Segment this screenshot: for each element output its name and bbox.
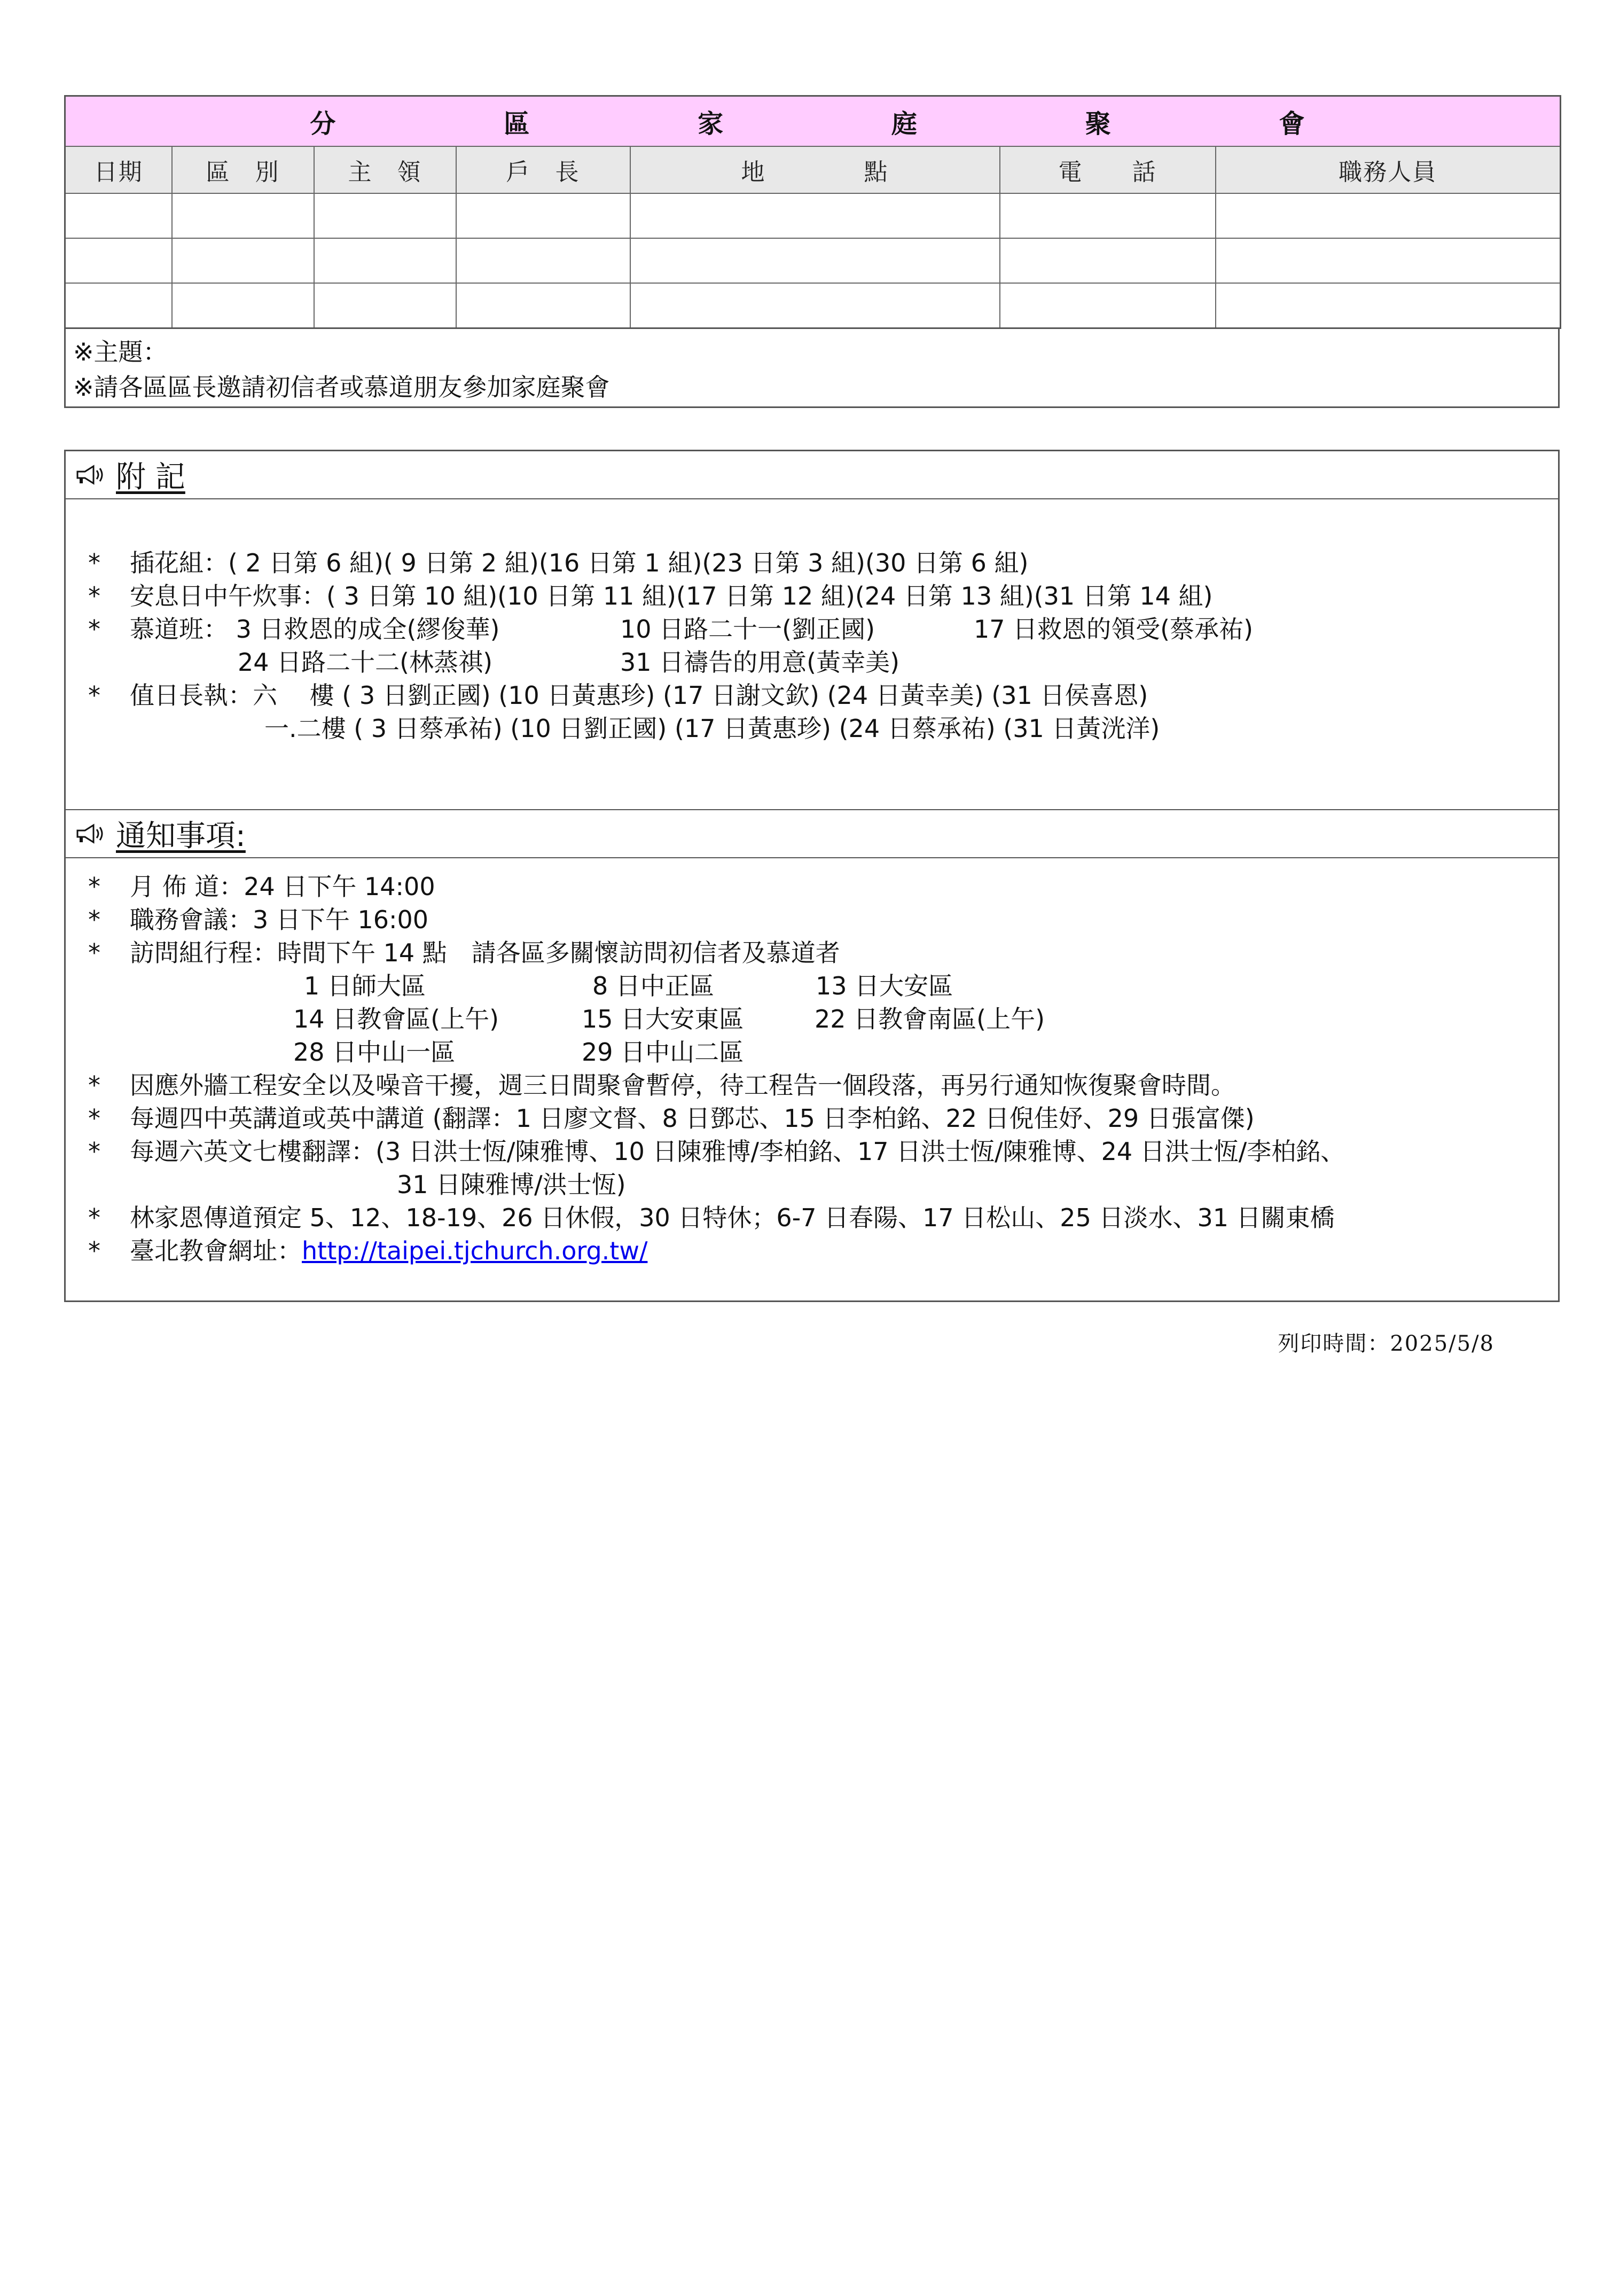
bullet: *	[88, 681, 100, 710]
bullet: *	[88, 1071, 100, 1100]
bullet: *	[88, 1137, 100, 1166]
list-item	[66, 1036, 1558, 1069]
notice-body	[66, 858, 1558, 1300]
bullet: *	[88, 1203, 100, 1232]
column-header-district: 區 別	[172, 146, 314, 193]
visit-item: 13 日大安區	[816, 971, 953, 1000]
title-char: 庭	[891, 108, 917, 139]
visit-item: 29 日中山二區	[582, 1038, 744, 1067]
saturday-translation-text: 31 日陳雅博/洪士恆)	[397, 1170, 626, 1199]
list-item	[66, 870, 1558, 903]
print-time: 列印時間：2025/5/8	[1278, 1331, 1494, 1356]
list-item	[66, 1102, 1558, 1135]
table-cell	[1000, 193, 1216, 238]
table-note	[64, 329, 1560, 408]
title-char: 會	[1279, 108, 1305, 139]
saturday-translation-text: 每週六英文七樓翻譯：(3 日洪士恆/陳雅博、10 日陳雅博/李柏銘、17 日洪士恆/陳雅博、24 日洪士恆/李柏銘、	[130, 1137, 1345, 1166]
table-cell	[456, 193, 630, 238]
bullet: *	[88, 548, 100, 577]
visit-item: 28 日中山一區	[293, 1038, 456, 1067]
table-cell	[1216, 238, 1561, 283]
table-cell	[314, 283, 456, 328]
annex-body	[66, 499, 1558, 809]
visit-item: 15 日大安東區	[582, 1005, 744, 1033]
annex-box	[64, 450, 1560, 1302]
table-cell	[1000, 238, 1216, 283]
table-cell	[630, 283, 1000, 328]
thursday-translation-text: 每週四中英講道或英中講道 (翻譯：1 日廖文督、8 日鄧芯、15 日李柏銘、22 日倪佳妤、29 日張富傑)	[130, 1104, 1255, 1133]
table-row	[65, 283, 1561, 328]
visit-item: 1 日師大區	[304, 971, 426, 1000]
column-header-host: 戶 長	[456, 146, 630, 193]
website-link[interactable]: http://taipei.tjchurch.org.tw/	[302, 1236, 648, 1265]
visit-item: 8 日中正區	[592, 971, 714, 1000]
table-cell	[314, 193, 456, 238]
annex-title: 附 記	[116, 460, 185, 495]
table-cell	[65, 193, 172, 238]
table-cell	[1216, 283, 1561, 328]
seeker-class-text: 慕道班： 3 日救恩的成全(繆俊華)	[130, 615, 500, 644]
bulletin-page	[64, 95, 1560, 1302]
table-title	[65, 96, 1561, 147]
duty-elder-text: 值日長執：六 樓 ( 3 日劉正國) (10 日黃惠珍) (17 日謝文欽) (24 日黃幸美) (31 日侯喜恩)	[130, 681, 1148, 710]
column-header-date: 日期	[65, 146, 172, 193]
table-row	[65, 193, 1561, 238]
column-header-phone: 電 話	[1000, 146, 1216, 193]
seeker-class-item: 17 日救恩的領受(蔡承祐)	[974, 615, 1254, 644]
notice-title: 通知事項:	[116, 819, 246, 853]
table-cell	[630, 193, 1000, 238]
bullet: *	[88, 905, 100, 934]
list-item	[66, 546, 1558, 579]
annex-header	[66, 451, 1558, 499]
table-cell	[65, 283, 172, 328]
visit-item: 14 日教會區(上午)	[293, 1005, 499, 1033]
notice-header	[66, 809, 1558, 858]
table-cell	[1000, 283, 1216, 328]
table-cell	[172, 283, 314, 328]
table-row	[65, 238, 1561, 283]
sabbath-cooking-text: 安息日中午炊事：( 3 日第 10 組)(10 日第 11 組)(17 日第 12 組)(24 日第 13 組)(31 日第 14 組)	[130, 582, 1213, 610]
megaphone-icon	[75, 464, 108, 485]
list-item	[66, 646, 1558, 679]
website-label: 臺北教會網址：	[130, 1236, 302, 1265]
table-cell	[314, 238, 456, 283]
list-item	[66, 1135, 1558, 1168]
family-meeting-table	[64, 95, 1561, 329]
table-cell	[630, 238, 1000, 283]
list-item	[66, 1002, 1558, 1036]
list-item	[66, 613, 1558, 646]
title-char: 分	[310, 108, 336, 139]
bullet: *	[88, 582, 100, 610]
table-cell	[172, 193, 314, 238]
bullet: *	[88, 1236, 100, 1265]
bullet: *	[88, 938, 100, 967]
list-item	[66, 679, 1558, 712]
megaphone-icon	[75, 823, 108, 844]
bullet: *	[88, 615, 100, 644]
seeker-class-item: 10 日路二十一(劉正國)	[620, 615, 875, 644]
table-cell	[172, 238, 314, 283]
list-item	[66, 1168, 1558, 1201]
table-cell	[65, 238, 172, 283]
list-item	[66, 1201, 1558, 1234]
table-cell	[456, 238, 630, 283]
list-item	[66, 936, 1558, 969]
title-char: 家	[698, 108, 724, 139]
seeker-class-item: 31 日禱告的用意(黃幸美)	[620, 648, 900, 677]
construction-notice-text: 因應外牆工程安全以及噪音干擾，週三日間聚會暫停，待工程告一個段落，再另行通知恢復聚會時間。	[130, 1071, 1235, 1100]
table-cell	[1216, 193, 1561, 238]
list-item	[66, 903, 1558, 936]
website-line	[130, 1234, 647, 1267]
monthly-evangelism-text: 月 佈 道：24 日下午 14:00	[130, 872, 435, 901]
column-header-leader: 主 領	[314, 146, 456, 193]
column-header-staff: 職務人員	[1216, 146, 1561, 193]
list-item	[66, 579, 1558, 613]
title-char: 區	[504, 108, 530, 139]
visit-item: 22 日教會南區(上午)	[815, 1005, 1045, 1033]
flower-group-text: 插花組：( 2 日第 6 組)( 9 日第 2 組)(16 日第 1 組)(23 日第 3 組)(30 日第 6 組)	[130, 548, 1029, 577]
note-theme: ※主題：	[73, 338, 168, 366]
seeker-class-item: 24 日路二十二(林蒸祺)	[238, 648, 493, 677]
staff-meeting-text: 職務會議：3 日下午 16:00	[130, 905, 429, 934]
list-item	[66, 1069, 1558, 1102]
visit-schedule-text: 訪問組行程：時間下午 14 點 請各區多關懷訪問初信者及慕道者	[130, 938, 840, 967]
title-char: 聚	[1085, 108, 1111, 139]
table-cell	[456, 283, 630, 328]
column-header-location: 地 點	[630, 146, 1000, 193]
preacher-schedule-text: 林家恩傳道預定 5、12、18-19、26 日休假，30 日特休；6-7 日春陽、17 日松山、25 日淡水、31 日關東橋	[130, 1203, 1335, 1232]
duty-elder-text: 一.二樓 ( 3 日蔡承祐) (10 日劉正國) (17 日黃惠珍) (24 日蔡承祐) (31 日黃洸洋)	[264, 714, 1160, 743]
bullet: *	[88, 1104, 100, 1133]
bullet: *	[88, 872, 100, 901]
list-item	[66, 969, 1558, 1002]
list-item	[66, 1234, 1558, 1267]
list-item	[66, 712, 1558, 745]
note-invite: ※請各區區長邀請初信者或慕道朋友參加家庭聚會	[73, 373, 610, 402]
